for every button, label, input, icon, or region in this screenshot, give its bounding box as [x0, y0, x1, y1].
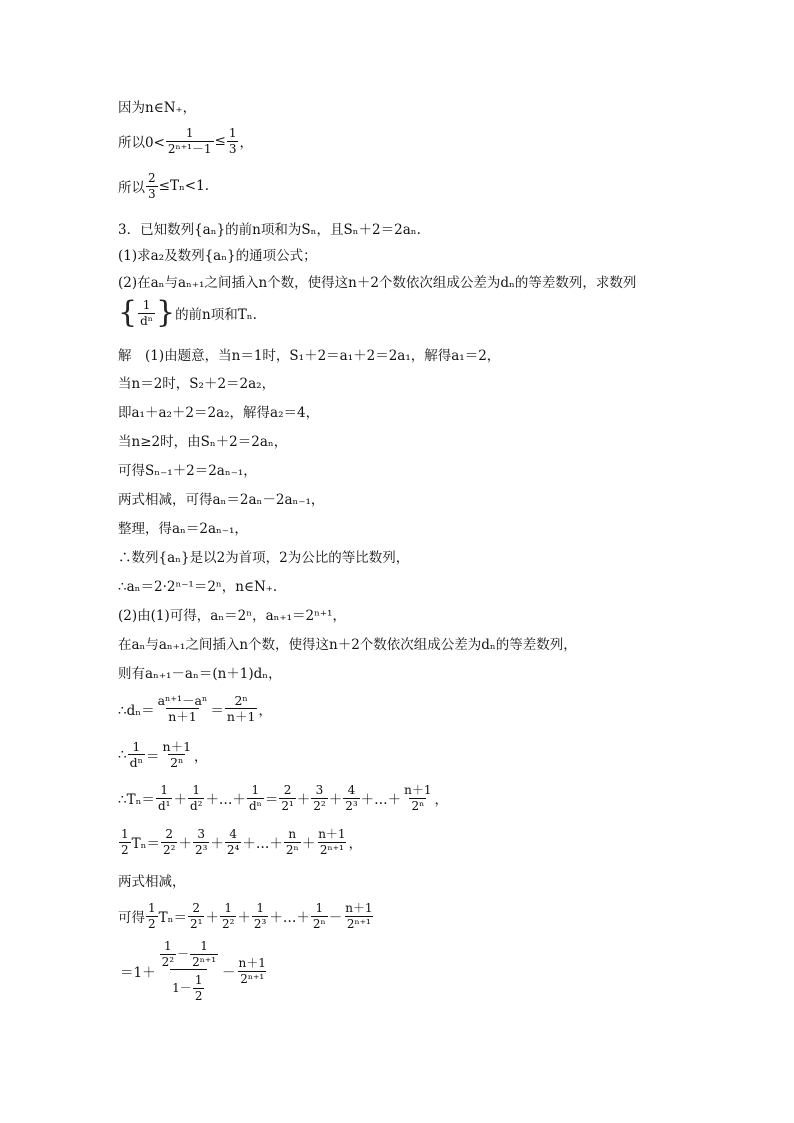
denominator: d¹ [157, 798, 171, 813]
fraction [225, 828, 241, 856]
numerator: n＋1 [404, 783, 432, 797]
text: 3．已知数列{aₙ}的前n项和为Sₙ，且Sₙ＋2＝2aₙ. [118, 222, 421, 238]
text: 所以 [118, 180, 145, 197]
solution-line-8 [118, 546, 409, 566]
text: ＝ [210, 702, 224, 719]
fraction [227, 127, 239, 155]
numerator: 3 [315, 783, 324, 797]
denominator: 2² [163, 842, 176, 857]
text: 在aₙ与aₙ₊₁之间插入n个数，使得这n＋2个数依次组成公差为dₙ的等差数列， [118, 637, 577, 653]
denominator: 2ⁿ⁺¹ [240, 971, 265, 986]
text: 因为n∈N₊， [118, 100, 197, 116]
denominator: 3 [228, 141, 237, 156]
solution-line-12 [118, 662, 282, 682]
numerator: 1 [121, 827, 129, 841]
text: ， [239, 135, 253, 152]
right-brace: } [155, 295, 176, 330]
text: ， [194, 748, 208, 765]
denominator: dⁿ [248, 798, 262, 813]
solution-line-3 [118, 401, 319, 421]
solution-line-10 [118, 604, 346, 624]
numerator: 4 [229, 827, 237, 841]
denominator: 2⁴ [226, 842, 240, 857]
numerator: 1 [224, 901, 232, 915]
fraction [247, 784, 264, 812]
plus-sign: ＋ [173, 792, 187, 809]
text: Tₙ＝ [158, 910, 187, 927]
denominator: 2ⁿ [411, 798, 425, 813]
denominator: dⁿ [140, 313, 153, 328]
problem-3-part-2 [118, 271, 636, 291]
fraction [252, 902, 268, 930]
text: ＝ [264, 792, 279, 809]
plus-sign: ＋ [178, 836, 192, 853]
fraction [156, 694, 210, 723]
plus-sign: ＋ [328, 792, 343, 809]
denominator: 2ⁿ⁺¹ [346, 916, 371, 931]
text: ∴数列{aₙ}是以2为首项，2为公比的等比数列， [118, 550, 410, 566]
equation-dn [118, 694, 272, 723]
text: (1)求a₂及数列{aₙ}的通项公式； [118, 248, 317, 264]
denominator: dⁿ [129, 755, 144, 771]
numerator: n [288, 827, 297, 841]
denominator: n＋1 [226, 709, 256, 725]
text: 两式相减，可得aₙ＝2aₙ－2aₙ₋₁， [118, 492, 325, 508]
numerator: n＋1 [162, 739, 192, 754]
text: Tₙ＝ [131, 836, 160, 853]
text: ∴aₙ＝2·2ⁿ⁻¹＝2ⁿ，n∈N₊. [118, 579, 278, 595]
plus-sign: ＋ [237, 910, 251, 927]
text: － [222, 965, 236, 982]
text: (2)在aₙ与aₙ₊₁之间插入n个数，使得这n＋2个数依次组成公差为dₙ的等差数列，求数列 [118, 275, 637, 291]
denominator: 2³ [194, 842, 208, 857]
denominator: 2¹ [190, 916, 203, 931]
solution-line-6 [118, 488, 324, 508]
denominator: 2² [221, 916, 235, 931]
denominator: 2³ [253, 916, 267, 931]
text: ≤Tₙ<1. [158, 178, 209, 195]
text: 当n＝2时，S₂＋2＝2a₂， [118, 376, 276, 392]
text: 则有aₙ₊₁－aₙ＝(n＋1)dₙ， [118, 666, 282, 682]
fraction [193, 974, 205, 1002]
numerator: 1 [164, 939, 172, 953]
numerator: 4 [347, 783, 356, 797]
denominator: 2ⁿ⁺¹－1 [167, 141, 212, 156]
fraction [160, 940, 176, 968]
numerator: n＋1 [345, 901, 373, 915]
denominator: 3 [148, 186, 156, 201]
text: 所以0< [118, 135, 165, 152]
denominator: 2ⁿ [312, 916, 326, 931]
text: ＝1＋ [120, 965, 156, 982]
text: 整理，得aₙ＝2aₙ₋₁， [118, 521, 248, 537]
denominator: 2 [194, 988, 203, 1003]
fraction [146, 172, 158, 200]
fraction [311, 902, 328, 930]
left-brace: { [118, 295, 138, 330]
text: 即a₁＋a₂＋2＝2a₂，解得a₂＝4， [118, 405, 320, 421]
denominator: 2ⁿ⁺¹ [319, 842, 344, 857]
solution-line-9 [118, 575, 277, 595]
fraction [161, 828, 177, 856]
denominator [170, 969, 207, 1002]
text: 当n≥2时，由Sₙ＋2＝2aₙ， [118, 434, 288, 450]
numerator [157, 940, 221, 969]
denominator: d² [189, 798, 203, 813]
numerator: 1 [142, 297, 151, 312]
fraction [343, 902, 374, 930]
denominator: 2ⁿ⁺¹ [192, 954, 217, 969]
numerator: 2 [192, 901, 201, 915]
plus-sign: ＋ [301, 836, 316, 853]
denominator: 2 [121, 842, 129, 857]
solution-line-5 [118, 459, 257, 479]
fraction [128, 740, 145, 769]
numerator: 1 [256, 901, 264, 915]
text: (2)由(1)可得，aₙ＝2ⁿ，aₙ₊₁＝2ⁿ⁺¹， [118, 608, 346, 624]
numerator: 1 [194, 973, 203, 988]
solution-line-7 [118, 517, 248, 537]
text: 两式相减， [118, 874, 186, 890]
text: ＋…＋ [269, 910, 310, 927]
solution-line-11 [118, 633, 577, 653]
text: ∴Tₙ＝ [118, 792, 155, 809]
numerator: 3 [197, 827, 205, 841]
text: 可得Sₙ₋₁＋2＝2aₙ₋₁， [118, 463, 257, 479]
fraction [402, 784, 433, 812]
numerator: 1 [192, 783, 200, 797]
fraction [193, 828, 209, 856]
fraction [284, 828, 301, 856]
text: － [328, 910, 343, 927]
solution-line-4 [118, 430, 287, 450]
numerator: n＋1 [238, 956, 266, 971]
numerator: aⁿ⁺¹－aⁿ [157, 693, 208, 708]
denominator: 2ⁿ [285, 842, 299, 857]
plus-sign: ＋ [210, 836, 224, 853]
fraction [279, 784, 295, 812]
denominator: 2² [313, 798, 326, 813]
fraction [316, 828, 347, 856]
text: ＋…＋ [242, 836, 283, 853]
denominator: 2 [148, 916, 156, 931]
problem-3-statement [118, 218, 421, 238]
fraction [343, 784, 359, 812]
numerator: n＋1 [318, 827, 346, 841]
fraction [166, 127, 214, 155]
solution-line-1 [118, 344, 500, 364]
line-inequality-bound [118, 127, 253, 155]
equation-reciprocal-dn [118, 740, 208, 769]
plus-sign: ＋ [205, 910, 219, 927]
denominator: 2³ [345, 798, 358, 813]
equation-Tn-sum [118, 784, 448, 812]
numerator: 1 [315, 901, 324, 915]
text: ＋…＋ [360, 792, 402, 809]
numerator: 1 [185, 126, 194, 140]
text: 解 (1)由题意，当n＝1时，S₁＋2＝a₁＋2＝2a₁，解得a₁＝2， [118, 348, 501, 364]
fraction [188, 784, 205, 812]
fraction [237, 957, 268, 985]
numerator: 1 [148, 901, 156, 915]
text: ＝ [146, 748, 160, 765]
plus-sign: ＋ [296, 792, 311, 809]
fraction [188, 902, 204, 930]
line-n-in-N [118, 96, 196, 116]
numerator: 1 [200, 939, 208, 953]
equation-half-Tn [118, 828, 362, 856]
fraction [311, 784, 327, 812]
line-Tn-bound [118, 172, 209, 200]
text: － [177, 946, 190, 961]
numerator: 2 [148, 171, 156, 185]
text: 1－ [172, 980, 192, 995]
compound-fraction [157, 940, 221, 1002]
numerator: 1 [251, 783, 260, 797]
text: ∴dₙ＝ [118, 702, 155, 719]
text: ， [434, 792, 449, 809]
text: ， [258, 702, 272, 719]
equation-subtract [118, 902, 376, 930]
problem-3-part-2-cont [118, 295, 257, 330]
fraction [220, 902, 236, 930]
equation-geometric-sum [120, 940, 269, 1002]
text: ， [348, 836, 363, 853]
denominator: 2² [161, 954, 175, 969]
numerator: 2 [283, 783, 292, 797]
numerator: 2ⁿ [234, 693, 248, 708]
fraction [138, 299, 155, 327]
fraction [161, 740, 194, 769]
fraction [225, 694, 258, 723]
fraction [146, 902, 158, 930]
fraction [190, 940, 218, 968]
solution-subtract-label [118, 870, 186, 890]
numerator: 2 [165, 827, 174, 841]
denominator: 2ⁿ [170, 755, 184, 771]
text: ＋…＋ [205, 792, 246, 809]
text: ≤ [214, 133, 226, 150]
solution-line-2 [118, 372, 275, 392]
text: 的前n项和Tₙ. [175, 307, 257, 323]
numerator: 1 [228, 126, 237, 140]
numerator: 1 [160, 783, 168, 797]
fraction [156, 784, 173, 812]
fraction [119, 828, 131, 856]
text: 可得 [118, 910, 145, 927]
text: ∴ [118, 746, 127, 763]
denominator: n＋1 [168, 709, 197, 725]
numerator: 1 [132, 739, 141, 754]
problem-3-part-1 [118, 244, 317, 264]
denominator: 2¹ [281, 798, 294, 813]
